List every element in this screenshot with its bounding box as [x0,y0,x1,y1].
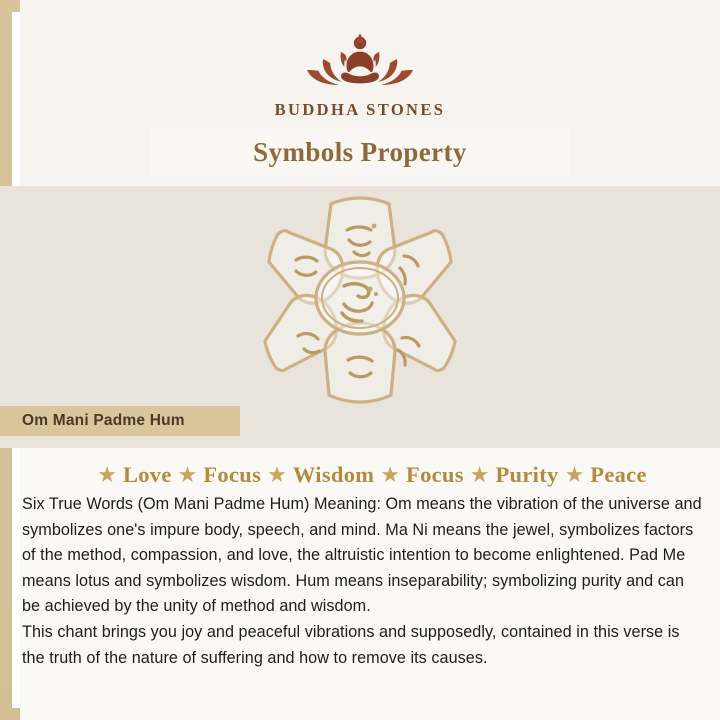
keyword-love: Love [122,462,172,487]
lotus-meditation-icon [285,26,435,94]
star-icon: ★ [564,462,585,487]
om-mani-padme-hum-mandala [232,190,488,406]
keyword-wisdom: Wisdom [292,462,375,487]
keyword-row [20,462,720,488]
description-paragraph-1: Six True Words (Om Mani Padme Hum) Meaning: Om means the vibration of the universe and symbolizes one's impure body, speech, and mind. Ma Ni means the jewel, symbolizes factors of the method, compassion, and love, the altruistic intention to become enlightened. Pad Me means lotus and symbolizes wisdom. Hum means inseparability; symbolizing purity and can be achieved by the unity of method and wisdom. [22,495,702,616]
keyword-focus-2: Focus [406,462,464,487]
star-icon: ★ [177,462,198,487]
keyword-focus-1: Focus [203,462,262,487]
star-icon: ★ [267,462,287,487]
keyword-purity: Purity [495,462,559,487]
description-paragraph-2: This chant brings you joy and peaceful vibrations and supposedly, contained in this verse is the truth of the nature of suffering and how to remove its causes. [22,622,680,667]
status-badge-mantra [0,406,240,436]
page-title-banner [150,128,570,176]
brand-logo [0,26,720,120]
description-block [22,492,702,671]
star-icon: ★ [97,462,117,487]
star-icon: ★ [469,462,490,487]
brand-name: BUDDHA STONES [274,100,446,119]
mantra-label: Om Mani Padme Hum [22,412,185,429]
keyword-peace: Peace [590,462,647,487]
star-icon: ★ [380,462,401,487]
page-title: Symbols Property [253,136,467,167]
mandala-icon [232,190,488,406]
